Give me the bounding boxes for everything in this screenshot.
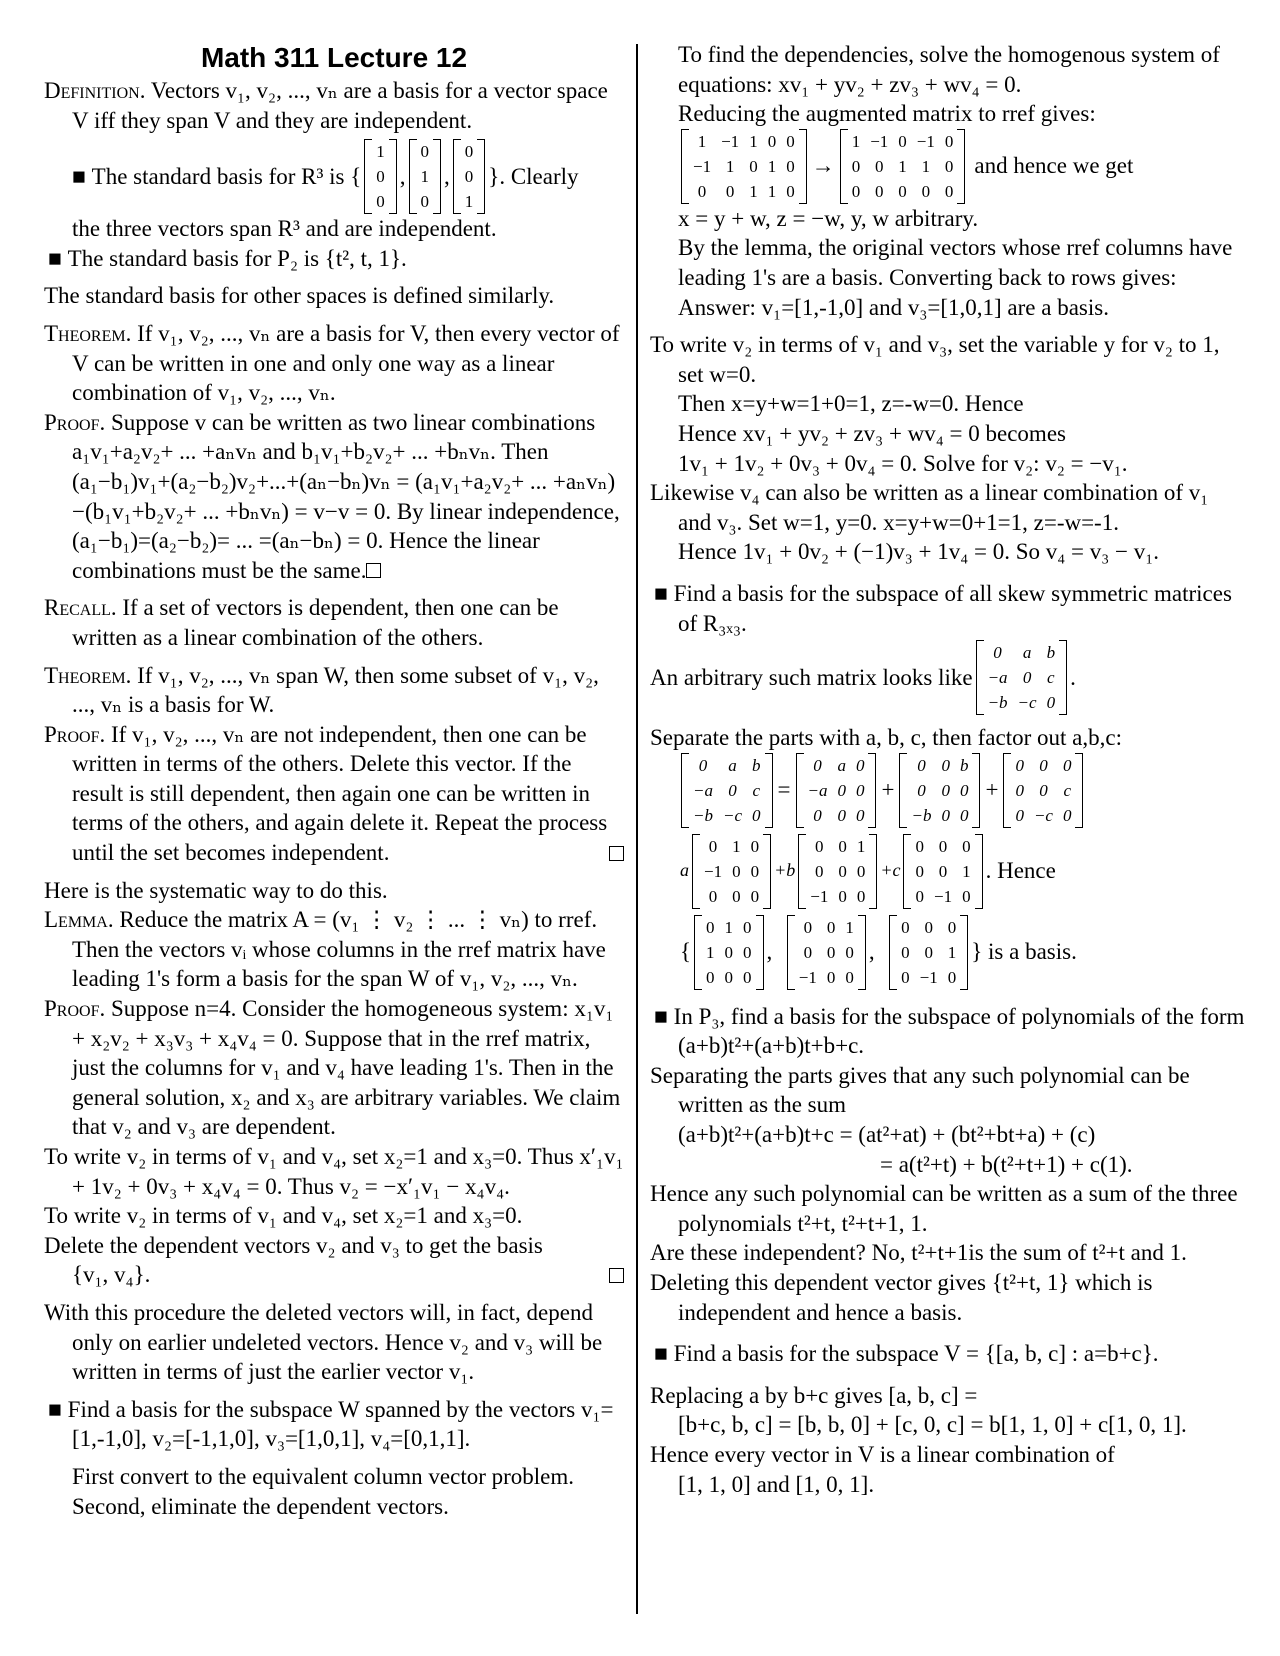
- proof-2: Proof. If v₁, v₂, ..., vₙ are not independent, then one can be written in terms of the others. Delete this vector. If the result is still dependent, then again one can be written in terms of the others, and again delete it. Repeat the process until the set becomes independent.: [44, 720, 624, 868]
- lemma-says: By the lemma, the original vectors whose rref columns have leading 1's are a basis. Converting back to rows gives:: [678, 235, 1233, 290]
- matrix-cell: 1: [464, 192, 474, 212]
- matrix-cell: 0: [826, 967, 836, 987]
- matrix-cell: b: [1046, 643, 1056, 663]
- matrix-cell: 0: [898, 131, 907, 151]
- matrix-cell: 1: [697, 131, 707, 151]
- qed-icon: [366, 563, 381, 578]
- matrix-cell: 1: [706, 942, 715, 962]
- basis-a-matrix: [692, 834, 771, 909]
- matrix-cell: 0: [420, 192, 430, 212]
- then-x: Then x=y+w=1+0=1, z=-w=0. Hence: [678, 391, 1024, 417]
- matrix-row: [847, 179, 959, 204]
- deleting: Deleting this dependent vector gives {t²+t, 1} which is independent and hence a basis.: [650, 1270, 1153, 1325]
- matrix-cell: c: [1063, 780, 1071, 800]
- matrix-cell: 1: [767, 156, 777, 176]
- matrix-cell: 0: [752, 805, 761, 825]
- matrix-cell: −1: [919, 967, 938, 987]
- matrix-cell: 0: [838, 886, 847, 906]
- is-basis: } is a basis.: [971, 939, 1077, 965]
- write-v2-b: To write v₂ in terms of v₁ and v₄, set x₂=1 and x₃=0.: [44, 1203, 523, 1229]
- proof-label: Proof.: [44, 996, 106, 1022]
- sum-line-2: = a(t²+t) + b(t²+t+1) + c(1).: [880, 1151, 1133, 1177]
- matrix-row: [460, 189, 479, 214]
- matrix-row: [803, 778, 870, 803]
- likewise: Likewise v₄ can also be written as a linear combination of v₁ and v₃. Set w=1, y=0. x=y+w=0+1=1, z=-w=-1.: [650, 480, 1209, 535]
- matrix-cell: 0: [962, 886, 971, 906]
- matrix-row: [794, 965, 859, 990]
- matrix-cell: 0: [915, 886, 924, 906]
- matrix-cell: 0: [851, 156, 861, 176]
- hence-every: Hence every vector in V is a linear combination of: [650, 1442, 1115, 1467]
- standard-basis-p2: ■ The standard basis for P₂ is {t², t, 1}.: [48, 245, 407, 271]
- matrix-cell: 1: [851, 131, 861, 151]
- final-a-matrix: [694, 915, 764, 990]
- matrix-cell: 0: [698, 755, 708, 775]
- matrix-cell: 0: [767, 131, 777, 151]
- matrix-cell: −1: [870, 131, 889, 151]
- matrix-cell: −1: [721, 131, 740, 151]
- skew-matrix: [976, 640, 1068, 715]
- matrix-row: [983, 640, 1061, 665]
- matrix-cell: 0: [743, 967, 752, 987]
- matrix-cell: −1: [704, 861, 723, 881]
- matrix-cell: 0: [915, 836, 924, 856]
- matrix-row: [371, 164, 390, 189]
- matrix-cell: 0: [874, 156, 884, 176]
- matrix-cell: 0: [1046, 693, 1056, 713]
- basis-b-matrix: [798, 834, 877, 909]
- matrix-cell: 0: [901, 967, 910, 987]
- matrix-row: [701, 915, 757, 940]
- matrix-row: [688, 154, 800, 179]
- matrix-cell: 0: [856, 886, 866, 906]
- matrix-row: [1010, 778, 1076, 803]
- page-title: Math 311 Lecture 12: [200, 42, 468, 73]
- bullet-icon: ■: [654, 580, 674, 606]
- matrix-cell: 1: [420, 167, 430, 187]
- matrix-row: [371, 139, 390, 164]
- std-other: The standard basis for other spaces is defined similarly.: [44, 283, 555, 309]
- matrix-cell: 0: [959, 780, 969, 800]
- bullet-icon: ■: [654, 1003, 674, 1029]
- skew-matrix: [681, 753, 773, 828]
- matrix-cell: 0: [826, 942, 836, 962]
- matrix-cell: b: [752, 755, 761, 775]
- definition-label: Definition.: [44, 78, 146, 103]
- matrix-cell: 0: [732, 886, 741, 906]
- matrix-cell: −a: [693, 780, 713, 800]
- matrix-cell: c: [1047, 668, 1055, 688]
- find-v: ■ Find a basis for the subspace V = {[a, b, c] : a=b+c}.: [654, 1341, 1159, 1367]
- matrix-cell: 0: [743, 942, 752, 962]
- first-convert: First convert to the equivalent column vector problem.: [72, 1463, 575, 1489]
- matrix-cell: −1: [916, 131, 935, 151]
- theorem-2: Theorem. If v₁, v₂, ..., vₙ span W, then some subset of v₁, v₂, ..., vₙ is a basis for W.: [44, 662, 599, 718]
- matrix-cell: 0: [947, 917, 957, 937]
- matrix-row: [688, 129, 800, 154]
- lemma: Lemma. Reduce the matrix A = (v₁ ⋮ v₂ ⋮ ... ⋮ vₙ) to rref. Then the vectors vᵢ whose columns in the rref matrix have leading 1's form a basis for the span W of v₁, v₂, ..., vₙ.: [44, 907, 606, 992]
- matrix-row: [896, 965, 961, 990]
- matrix-cell: 0: [921, 181, 931, 201]
- proof-label: Proof.: [44, 721, 106, 747]
- matrix-row: [847, 154, 959, 179]
- proof-1: Proof. Suppose v can be written as two linear combinations a₁v₁+a₂v₂+ ... +aₙvₙ and b₁v₁+b₂v₂+ ... +bₙvₙ. Then (a₁−b₁)v₁+(a₂−b₂)v₂+...+(aₙ−bₙ)vₙ = (a₁v₁+a₂v₂+ ... +aₙvₙ)−(b₁v₁+b₂v₂+ ... +bₙvₙ) = v−v = 0. By linear independence, (a₁−b₁)=(a₂−b₂)= ... =(aₙ−bₙ) = 0. Hence the linear combinations must be the same.: [44, 409, 620, 583]
- matrix-cell: 0: [750, 861, 760, 881]
- write-v2: To write v₂ in terms of v₁ and v₃, set the variable y for v₂ to 1, set w=0.: [650, 332, 1220, 387]
- matrix-cell: 0: [855, 780, 865, 800]
- proof-3: Proof. Suppose n=4. Consider the homogeneous system: x₁v₁ + x₂v₂ + x₃v₃ + x₄v₄ = 0. Suppose that in the rref matrix, just the columns for v₁ and v₄ have leading 1's. Then in the general solution, x₂ and x₃ are arbitrary variables. We claim that v₂ and v₃ are dependent.: [44, 996, 621, 1140]
- matrix-row: [794, 915, 859, 940]
- matrix-cell: 0: [901, 942, 910, 962]
- matrix-cell: 0: [917, 755, 926, 775]
- theorem-1: Theorem. If v₁, v₂, ..., vₙ are a basis for V, then every vector of V can be written in one and only one way as a linear combination of v₁, v₂, ..., vₙ.: [44, 320, 620, 406]
- matrix-row: [906, 778, 973, 803]
- bullet-icon: ■: [48, 245, 68, 271]
- bullet-icon: ■: [72, 163, 92, 189]
- matrix-cell: 0: [732, 861, 741, 881]
- matrix-cell: −c: [1033, 805, 1053, 825]
- matrix-cell: a: [728, 755, 737, 775]
- qed-icon: [609, 1268, 624, 1283]
- left-column: [44, 40, 624, 1521]
- bullet-icon: ■: [654, 1341, 674, 1367]
- matrix-cell: 0: [944, 131, 954, 151]
- matrix-cell: 0: [993, 643, 1002, 663]
- matrix-row: [688, 179, 800, 204]
- matrix-row: [416, 164, 435, 189]
- find-basis-w: ■ Find a basis for the subspace W spanned by the vectors v₁=[1,-1,0], v₂=[-1,1,0], v₃=[1,0,1], v₄=[0,1,1].: [48, 1396, 614, 1452]
- matrix-row: [805, 884, 870, 909]
- std-r3-cont: the three vectors span R³ and are independent.: [72, 216, 497, 242]
- matrix-cell: 0: [803, 917, 813, 937]
- reducing: Reducing the augmented matrix to rref gives:: [678, 101, 1096, 127]
- matrix-row: [803, 753, 870, 778]
- matrix-row: [847, 129, 959, 154]
- matrix-cell: 0: [750, 836, 760, 856]
- find-p3: ■ In P₃, find a basis for the subspace of polynomials of the form (a+b)t²+(a+b)t+b+c.: [654, 1003, 1245, 1059]
- final-c-matrix: [889, 915, 968, 990]
- matrix-cell: 0: [938, 861, 948, 881]
- right-column: [650, 40, 1246, 1499]
- second-eliminate: Second, eliminate the dependent vectors.: [72, 1493, 449, 1519]
- matrix-cell: 1: [856, 836, 866, 856]
- matrix-cell: 0: [1062, 805, 1072, 825]
- arbitrary: An arbitrary such matrix looks like: [650, 664, 973, 690]
- matrix-cell: 0: [851, 181, 861, 201]
- matrix-cell: 0: [724, 942, 734, 962]
- matrix-cell: 0: [837, 805, 846, 825]
- matrix-cell: 0: [728, 780, 737, 800]
- hence-xv: Hence xv₁ + yv₂ + zv₃ + wv₄ = 0 becomes: [678, 420, 1066, 446]
- recall: Recall. If a set of vectors is dependent, then one can be written as a linear combination of the others.: [44, 595, 559, 650]
- matrix-row: [371, 189, 390, 214]
- matrix-cell: 0: [941, 805, 950, 825]
- delete-dependent: Delete the dependent vectors v₂ and v₃ to get the basis: [44, 1232, 543, 1258]
- matrix-cell: 0: [855, 805, 865, 825]
- matrix-cell: −a: [987, 668, 1008, 688]
- factor-row: a 0 1 0 −1 0 0 0 0 0 +b 0 0 1 0 0 0 −1 0 0 +c 0 0 0 0 0 1 0 −1 0 . Hence: [650, 834, 1246, 909]
- matrix-row: [910, 884, 975, 909]
- matrix-cell: 0: [749, 156, 758, 176]
- matrix-cell: 0: [724, 967, 734, 987]
- matrix-cell: 0: [917, 780, 926, 800]
- matrix-row: [906, 803, 973, 828]
- matrix-cell: 0: [464, 167, 474, 187]
- matrix-cell: 0: [924, 917, 933, 937]
- matrix-cell: 0: [1022, 668, 1032, 688]
- matrix-cell: 0: [786, 156, 795, 176]
- matrix-cell: 0: [464, 142, 474, 162]
- matrix-row: [701, 965, 757, 990]
- matrix-row: [416, 139, 435, 164]
- matrix-cell: 0: [708, 836, 718, 856]
- matrix-cell: 0: [815, 861, 824, 881]
- matrix-row: [688, 803, 766, 828]
- matrix-cell: 1: [962, 861, 971, 881]
- separating: Separating the parts gives that any such polynomial can be written as the sum: [650, 1062, 1190, 1118]
- matrix-row: [460, 139, 479, 164]
- matrix-cell: 0: [944, 156, 954, 176]
- matrix-cell: 0: [803, 942, 813, 962]
- matrix-cell: 0: [1015, 755, 1024, 775]
- matrix-row: [803, 803, 870, 828]
- sum-line-1: (a+b)t²+(a+b)t+c = (at²+at) + (bt²+bt+a) + (c): [678, 1122, 1096, 1148]
- matrix-cell: 0: [1015, 780, 1024, 800]
- write-v2-a: To write v₂ in terms of v₁ and v₄, set x₂=1 and x₃=0. Thus x′₁v₁ + 1v₂ + 0v₃ + x₄v₄ = 0. Thus v₂ = −x′₁v₁ − x₄v₄.: [44, 1144, 624, 1199]
- matrix-row: [688, 778, 766, 803]
- matrix-cell: 0: [874, 181, 884, 201]
- matrix-cell: 1: [376, 142, 385, 162]
- matrix-cell: 0: [750, 886, 760, 906]
- matrix-cell: 1: [845, 917, 854, 937]
- matrix-cell: 0: [708, 886, 718, 906]
- matrix-cell: 0: [813, 805, 822, 825]
- skew-a-matrix: [796, 753, 877, 828]
- matrix-row: [1010, 803, 1076, 828]
- matrix-cell: 0: [938, 836, 948, 856]
- column-divider: [636, 44, 638, 1614]
- matrix-cell: 1: [767, 181, 777, 201]
- matrix-cell: 0: [1039, 755, 1048, 775]
- matrix-cell: 0: [838, 836, 847, 856]
- matrix-row: [983, 690, 1061, 715]
- matrix-cell: 0: [915, 861, 924, 881]
- matrix-cell: a: [837, 755, 846, 775]
- matrix-cell: 1: [725, 156, 735, 176]
- matrix-cell: 0: [420, 142, 430, 162]
- matrix-cell: 0: [845, 942, 854, 962]
- matrix-row: [794, 940, 859, 965]
- hence-v4: Hence 1v₁ + 0v₂ + (−1)v₃ + 1v₄ = 0. So v₄ = v₃ − v₁.: [678, 539, 1160, 565]
- matrix-cell: a: [1022, 643, 1032, 663]
- matrix-cell: −a: [807, 780, 828, 800]
- matrix-cell: −1: [810, 886, 829, 906]
- matrix-cell: 0: [855, 755, 865, 775]
- matrix-cell: c: [752, 780, 761, 800]
- systematic: Here is the systematic way to do this.: [44, 877, 388, 903]
- hence-any: Hence any such polynomial can be written as a sum of the three polynomials t²+t, t²+t+1, 1.: [650, 1181, 1238, 1236]
- matrix-cell: 0: [947, 967, 957, 987]
- matrix-cell: 0: [944, 181, 954, 201]
- skew-b-matrix: [899, 753, 980, 828]
- matrix-cell: −b: [911, 805, 932, 825]
- matrix-row: [805, 834, 870, 859]
- matrix-cell: 1: [898, 156, 907, 176]
- matrix-cell: −c: [1017, 693, 1037, 713]
- matrix-cell: −b: [693, 805, 713, 825]
- rref-row: [650, 129, 1246, 204]
- are-independent: Are these independent? No, t²+t+1is the sum of t²+t and 1.: [650, 1240, 1187, 1266]
- matrix-cell: 0: [959, 805, 969, 825]
- final-b-matrix: [787, 915, 866, 990]
- final-basis-row: { 0 1 0 1 0 0 0 0 0 , 0 0 1 0 0 0 −1 0 0 , 0 0 0 0 0 1 0 −1 0 } is a basis.: [650, 915, 1246, 990]
- matrix-cell: 1: [749, 181, 758, 201]
- matrix-cell: 0: [924, 942, 933, 962]
- matrix-cell: 1: [732, 836, 741, 856]
- matrix-cell: 1: [749, 131, 758, 151]
- definition: [44, 76, 624, 135]
- matrix-cell: b: [959, 755, 969, 775]
- matrix-cell: −1: [798, 967, 817, 987]
- definition-text: Vectors v₁, v₂, ..., vₙ are a basis for a vector space V iff they span V and they are independent.: [72, 78, 608, 133]
- find-skew: ■ Find a basis for the subspace of all skew symmetric matrices of R₃ₓ₃.: [654, 580, 1232, 636]
- theorem-label: Theorem.: [44, 320, 132, 346]
- proof-label: Proof.: [44, 409, 106, 435]
- basis-c-matrix: [903, 834, 982, 909]
- basis-v1-v4: {v₁, v₄}.: [44, 1260, 624, 1290]
- answer: Answer: v₁=[1,-1,0] and v₃=[1,0,1] are a basis.: [678, 294, 1109, 320]
- matrix-cell: 0: [706, 967, 715, 987]
- matrix-cell: 0: [813, 755, 822, 775]
- matrix-row: [688, 753, 766, 778]
- matrix-cell: 0: [786, 131, 795, 151]
- replacing-2: [b+c, b, c] = [b, b, 0] + [c, 0, c] = b[1, 1, 0] + c[1, 0, 1].: [678, 1412, 1187, 1438]
- matrix-row: [983, 665, 1061, 690]
- std-r3-post: }. Clearly: [488, 163, 579, 189]
- matrix-cell: 0: [725, 181, 735, 201]
- hence-get: and hence we get: [974, 153, 1134, 179]
- matrix-row: [460, 164, 479, 189]
- matrix-cell: 0: [838, 861, 847, 881]
- find-dependencies: To find the dependencies, solve the homogenous system of equations: xv₁ + yv₂ + zv₃ + wv₄ = 0.: [678, 42, 1220, 97]
- matrix-row: [906, 753, 973, 778]
- matrix-row: [416, 189, 435, 214]
- procedure: With this procedure the deleted vectors will, in fact, depend only on earlier undeleted vectors. Hence v₂ and v₃ will be written in terms of just the earlier vector v₁.: [44, 1299, 603, 1385]
- matrix-cell: 0: [856, 861, 866, 881]
- matrix-cell: 1: [921, 156, 931, 176]
- matrix-row: [896, 940, 961, 965]
- hence-word: . Hence: [985, 858, 1056, 884]
- matrix-cell: 0: [1062, 755, 1072, 775]
- matrix-cell: −c: [722, 805, 743, 825]
- matrix-row: [896, 915, 961, 940]
- matrix-cell: 0: [962, 836, 971, 856]
- matrix-row: [699, 834, 764, 859]
- matrix-cell: 0: [1039, 780, 1048, 800]
- rref-matrix: [840, 129, 966, 204]
- matrix-cell: 0: [898, 181, 907, 201]
- lemma-label: Lemma.: [44, 907, 114, 933]
- arrow-icon: →: [811, 153, 835, 179]
- matrix-e3: [453, 139, 486, 214]
- matrix-cell: 0: [697, 181, 707, 201]
- matrix-cell: −1: [693, 156, 712, 176]
- bullet-icon: ■: [48, 1396, 68, 1422]
- recall-label: Recall.: [44, 595, 117, 621]
- matrix-cell: 0: [706, 917, 715, 937]
- matrix-cell: 0: [901, 917, 910, 937]
- matrix-row: [910, 834, 975, 859]
- matrix-row: [805, 859, 870, 884]
- matrix-cell: 1: [947, 942, 957, 962]
- standard-basis-r3: ■ The standard basis for R³ is { 1 0 0 , 0 1 0 , 0 0 1 }. Clearly: [44, 139, 624, 214]
- matrix-cell: 0: [941, 780, 950, 800]
- arbitrary-row: An arbitrary such matrix looks like 0 a b −a 0 c −b −c 0 .: [650, 640, 1246, 715]
- separate-row: 0 a b −a 0 c −b −c 0 = 0 a 0 −a 0 0 0 0 0 + 0 0 b 0 0 0 −b 0 0 + 0 0 0 0 0 c 0 −c 0: [650, 753, 1246, 828]
- matrix-cell: −b: [987, 693, 1008, 713]
- skew-c-matrix: [1003, 753, 1083, 828]
- matrix-row: [701, 940, 757, 965]
- matrix-row: [699, 884, 764, 909]
- matrix-cell: 0: [743, 917, 752, 937]
- matrix-cell: 0: [1015, 805, 1024, 825]
- std-r3-pre: The standard basis for R³ is {: [91, 163, 362, 189]
- basis-vectors: [1, 1, 0] and [1, 0, 1].: [678, 1471, 875, 1497]
- augmented-matrix: [681, 129, 807, 204]
- matrix-cell: 0: [376, 167, 385, 187]
- theorem-label: Theorem.: [44, 662, 132, 688]
- matrix-cell: 0: [826, 917, 836, 937]
- solve-v2: 1v₁ + 1v₂ + 0v₃ + 0v₄ = 0. Solve for v₂: v₂ = −v₁.: [678, 450, 1128, 476]
- matrix-row: [699, 859, 764, 884]
- matrix-cell: 0: [837, 780, 846, 800]
- matrix-cell: 0: [376, 192, 385, 212]
- matrix-e2: [409, 139, 442, 214]
- general-solution: x = y + w, z = −w, y, w arbitrary.: [678, 205, 979, 231]
- matrix-cell: 1: [724, 917, 734, 937]
- matrix-cell: −1: [933, 886, 953, 906]
- qed-icon: [609, 846, 624, 861]
- matrix-e1: [364, 139, 397, 214]
- matrix-cell: 0: [786, 181, 795, 201]
- matrix-cell: 0: [941, 755, 950, 775]
- matrix-row: [1010, 753, 1076, 778]
- replacing: Replacing a by b+c gives [a, b, c] =: [650, 1382, 978, 1408]
- separate: Separate the parts with a, b, c, then factor out a,b,c:: [650, 725, 1122, 751]
- matrix-cell: 0: [845, 967, 854, 987]
- matrix-cell: 0: [815, 836, 824, 856]
- matrix-row: [910, 859, 975, 884]
